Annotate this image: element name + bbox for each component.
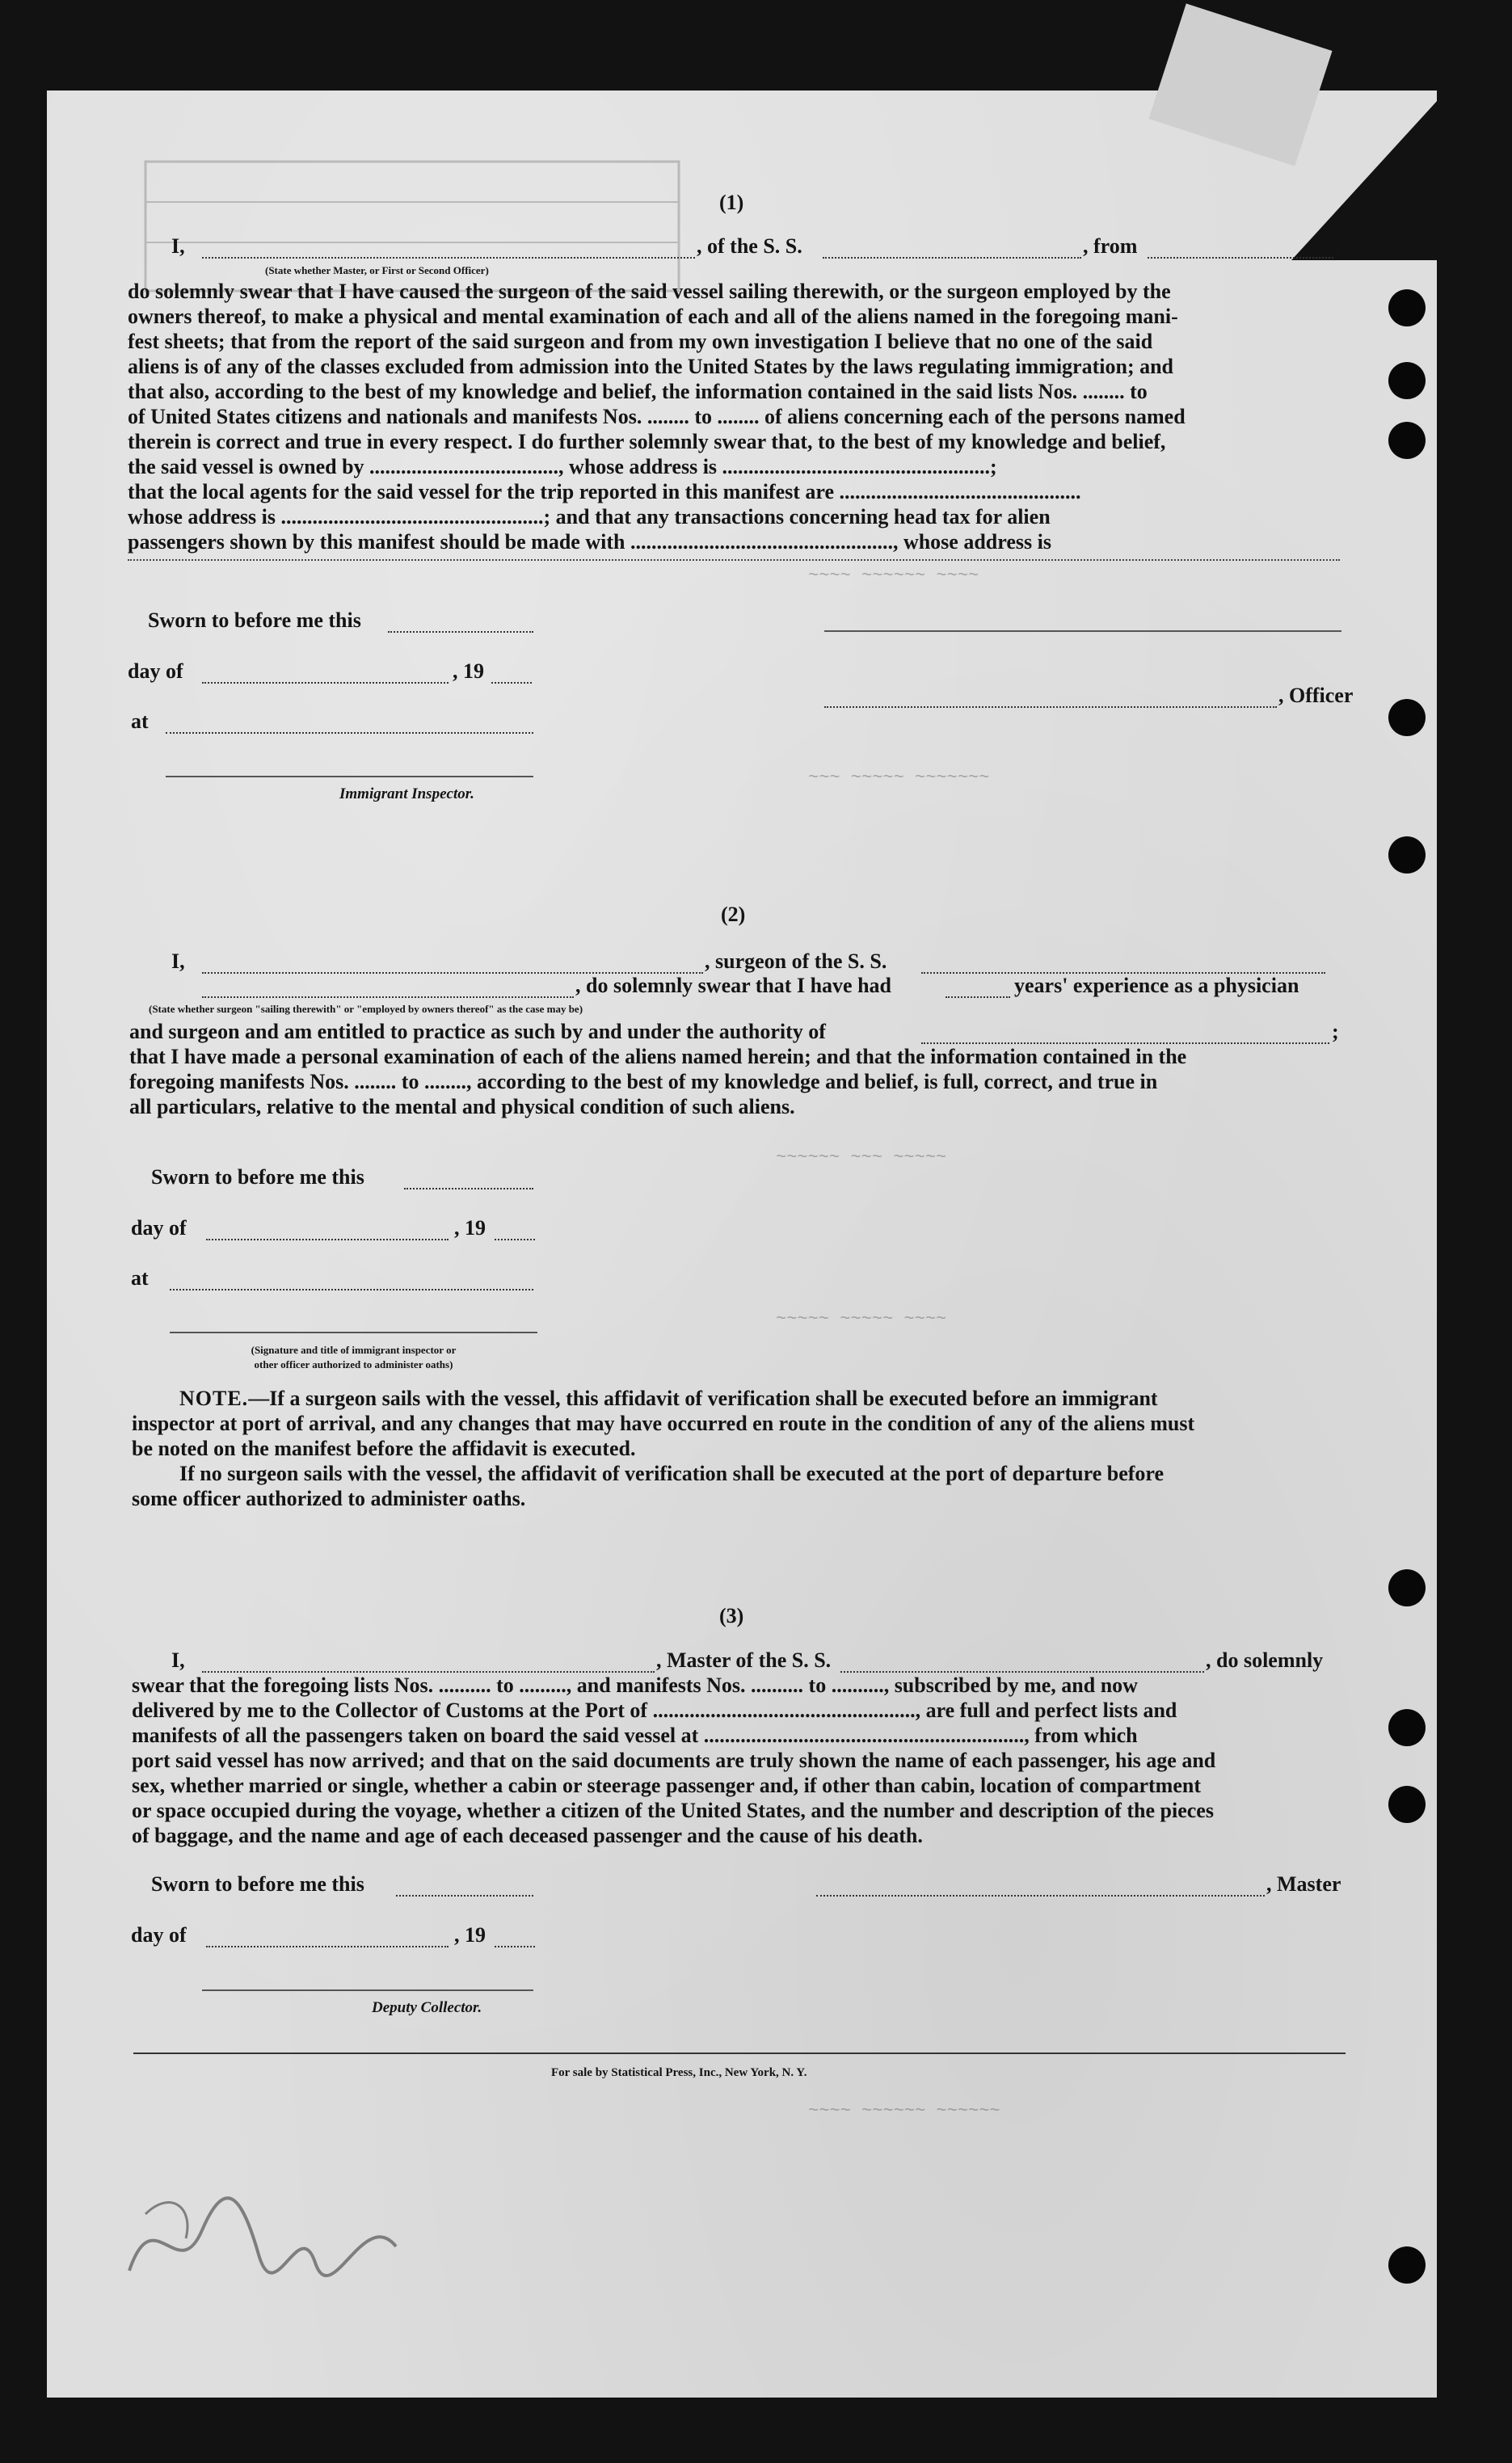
affidavit-3-line: of baggage, and the name and age of each deceased passenger and the cause of his death. <box>132 1824 923 1847</box>
year-label-3: , 19 <box>454 1923 486 1947</box>
swear-label: , do solemnly swear that I have had <box>575 974 892 997</box>
bleed-through-text: ~~~~ ~~~~~~ ~~~~ <box>808 566 979 586</box>
surgeon-of-label: , surgeon of the S. S. <box>705 949 887 973</box>
surgeon-role-field[interactable] <box>202 974 574 998</box>
officer-label: , Officer <box>1278 684 1354 707</box>
punch-hole <box>1388 1709 1426 1746</box>
affidavit-3-line: sex, whether married or single, whether a cabin or steerage passenger and, if other than cabin, location of compartment <box>132 1774 1201 1797</box>
affidavit-3-i: I, <box>171 1648 185 1672</box>
collector-signature-line[interactable] <box>202 1989 533 1991</box>
affidavit-1-line: fest sheets; that from the report of the said surgeon and from my own investigation I believe that no one of the said <box>128 330 1153 353</box>
inspector-label: Immigrant Inspector. <box>339 785 474 802</box>
sworn-label-2: Sworn to before me this <box>151 1165 364 1189</box>
signature-note-1: (Signature and title of immigrant inspector or <box>251 1344 457 1356</box>
vessel-name-field[interactable] <box>823 234 1081 259</box>
master-of-label: , Master of the S. S. <box>656 1648 832 1672</box>
affidavit-1-line: do solemnly swear that I have caused the surgeon of the said vessel sailing therewith, or the surgeon employed by the <box>128 280 1171 303</box>
master-label: , Master <box>1266 1872 1341 1896</box>
affidavit-1-line: whose address is ..................................................; and that any transactions concerning head tax for alien <box>128 505 1051 528</box>
semicolon: ; <box>1332 1020 1339 1043</box>
affidavit-2-i: I, <box>171 949 185 973</box>
authorized-officer-signature-line[interactable] <box>170 1332 537 1333</box>
punch-hole <box>1388 699 1426 736</box>
year-field-3[interactable] <box>495 1923 535 1947</box>
officer-signature-line[interactable] <box>824 630 1341 632</box>
affidavit-2-number: (2) <box>721 903 746 926</box>
footer-rule <box>133 2052 1346 2054</box>
master-signature-field[interactable] <box>816 1872 1265 1897</box>
solemnly-label: , do solemnly <box>1206 1648 1324 1672</box>
year-label-2: , 19 <box>454 1216 486 1240</box>
note-line: some officer authorized to administer oaths. <box>132 1487 526 1510</box>
affidavit-3-line: delivered by me to the Collector of Customs at the Port of .................................................., are full and perfect lists and <box>132 1699 1177 1722</box>
year-field-2[interactable] <box>495 1216 535 1240</box>
officer-name-field[interactable] <box>202 234 695 259</box>
sworn-date-field-3[interactable] <box>396 1872 533 1897</box>
surgeon-note: (State whether surgeon "sailing therewith" or "employed by owners thereof" as the case may be) <box>149 1003 583 1015</box>
day-of-label-1: day of <box>128 659 183 683</box>
punch-hole <box>1388 836 1426 874</box>
affidavit-2-line: foregoing manifests Nos. ........ to ........, according to the best of my knowledge and belief, is full, correct, and true in <box>129 1070 1158 1093</box>
authority-field[interactable] <box>921 1020 1329 1044</box>
comma: , <box>1335 234 1341 258</box>
from-label: , from <box>1083 234 1138 258</box>
affidavit-3-line: manifests of all the passengers taken on board the said vessel at ............................................................., from which <box>132 1724 1138 1747</box>
affidavit-2-line: all particulars, relative to the mental and physical condition of such aliens. <box>129 1095 795 1118</box>
punch-hole <box>1388 2246 1426 2284</box>
affidavit-1-line: the said vessel is owned by ...................................., whose address is ...................................................; <box>128 455 997 478</box>
year-label-1: , 19 <box>453 659 484 683</box>
affidavit-1-line: that the local agents for the said vessel for the trip reported in this manifest are .............................................. <box>128 480 1081 503</box>
bleed-through-text: ~~~~ ~~~~~~ ~~~~~~ <box>808 2101 1000 2121</box>
day-of-label-3: day of <box>131 1923 187 1947</box>
day-of-field-1[interactable] <box>202 659 449 684</box>
officer-note: (State whether Master, or First or Second Officer) <box>265 264 489 276</box>
affidavit-1-number: (1) <box>719 191 744 214</box>
punch-hole <box>1388 1569 1426 1606</box>
printer-footer: For sale by Statistical Press, Inc., New York, N. Y. <box>551 2066 807 2079</box>
at-field-1[interactable] <box>166 709 533 734</box>
punch-hole <box>1388 1786 1426 1823</box>
inspector-signature-line[interactable] <box>166 776 533 777</box>
handwritten-signature <box>121 2182 412 2295</box>
day-of-field-3[interactable] <box>206 1923 449 1947</box>
bleed-through-text: ~~~~~~ ~~~ ~~~~~ <box>776 1147 947 1168</box>
affidavit-1-line: aliens is of any of the classes excluded from admission into the United States by the laws regulating immigration; and <box>128 355 1174 378</box>
sworn-label-1: Sworn to before me this <box>148 608 361 632</box>
affidavit-1-line: owners thereof, to make a physical and mental examination of each and all of the aliens named in the foregoing mani- <box>128 305 1178 328</box>
note-label: NOTE. <box>179 1387 249 1410</box>
of-ss-label: , of the S. S. <box>697 234 802 258</box>
years-label: years' experience as a physician <box>1014 974 1299 997</box>
at-label-2: at <box>131 1266 149 1290</box>
collector-label: Deputy Collector. <box>372 1999 482 2016</box>
affidavit-1-line: therein is correct and true in every respect. I do further solemnly swear that, to the best of my knowledge and belief, <box>128 430 1166 453</box>
day-of-label-2: day of <box>131 1216 187 1240</box>
affidavit-2-line: and surgeon and am entitled to practice as such by and under the authority of <box>129 1020 826 1043</box>
punch-hole <box>1388 362 1426 399</box>
officer-title-field[interactable] <box>824 684 1277 708</box>
at-label-1: at <box>131 709 149 733</box>
sworn-date-field-2[interactable] <box>404 1165 533 1189</box>
surgeon-name-field[interactable] <box>202 949 703 974</box>
from-port-field[interactable] <box>1148 234 1333 259</box>
note-line: —If a surgeon sails with the vessel, this affidavit of verification shall be executed before an immigrant <box>248 1387 1158 1410</box>
note-block <box>179 1387 1158 1411</box>
sworn-date-field-1[interactable] <box>388 608 533 633</box>
punch-hole <box>1388 289 1426 326</box>
affidavit-1-line: that also, according to the best of my knowledge and belief, the information contained in the said lists Nos. ........ to <box>128 380 1148 403</box>
at-field-2[interactable] <box>170 1266 533 1290</box>
note-line: If no surgeon sails with the vessel, the affidavit of verification shall be executed at the port of departure before <box>179 1462 1165 1485</box>
year-field-1[interactable] <box>491 659 532 684</box>
years-field[interactable] <box>946 974 1010 998</box>
note-line: inspector at port of arrival, and any changes that may have occurred en route in the condition of any of the aliens must <box>132 1412 1195 1435</box>
bleed-through-text: ~~~~~ ~~~~~ ~~~~ <box>776 1309 947 1329</box>
head-tax-contact-field[interactable] <box>128 559 1340 561</box>
note-line: be noted on the manifest before the affidavit is executed. <box>132 1437 636 1460</box>
affidavit-1-line: of United States citizens and nationals and manifests Nos. ........ to ........ of aliens concerning each of the persons named <box>128 405 1186 428</box>
surgeon-vessel-field[interactable] <box>921 949 1325 974</box>
day-of-field-2[interactable] <box>206 1216 449 1240</box>
affidavit-3-line: swear that the foregoing lists Nos. .......... to ........., and manifests Nos. .......... to .........., subscribed by me, and now <box>132 1674 1138 1697</box>
affidavit-2-line: that I have made a personal examination of each of the aliens named herein; and that the information contained in the <box>129 1045 1187 1068</box>
master-name-field[interactable] <box>202 1648 655 1673</box>
sworn-label-3: Sworn to before me this <box>151 1872 364 1896</box>
affidavit-1-i: I, <box>171 234 185 258</box>
master-vessel-field[interactable] <box>840 1648 1204 1673</box>
affidavit-3-line: port said vessel has now arrived; and that on the said documents are truly shown the name of each passenger, his age and <box>132 1749 1216 1772</box>
affidavit-3-line: or space occupied during the voyage, whether a citizen of the United States, and the number and description of the pieces <box>132 1799 1214 1822</box>
affidavit-1-line: passengers shown by this manifest should be made with .................................................., whose address is <box>128 530 1051 554</box>
punch-hole <box>1388 422 1426 459</box>
signature-note-2: other officer authorized to administer oaths) <box>254 1358 453 1370</box>
bleed-through-text: ~~~ ~~~~~ ~~~~~~~ <box>808 768 990 788</box>
affidavit-3-number: (3) <box>719 1604 744 1627</box>
